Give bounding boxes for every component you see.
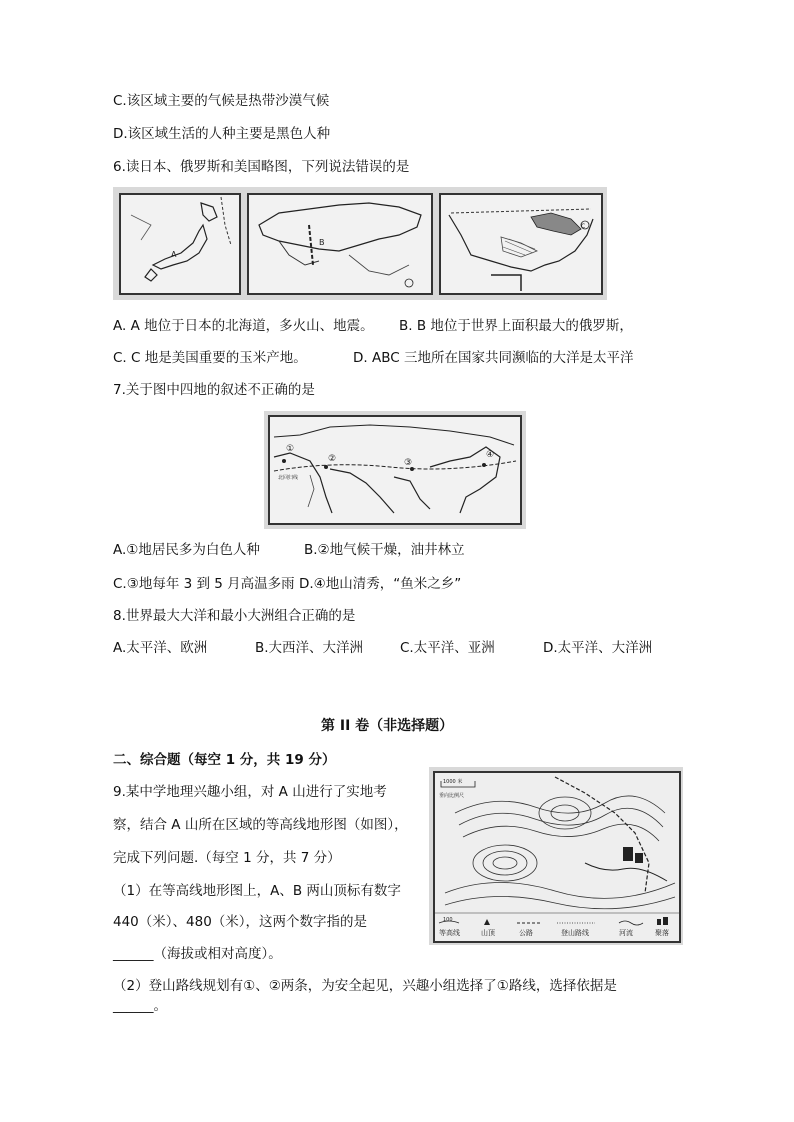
russia-map: [247, 193, 433, 295]
q5-option-d: D.该区域生活的人种主要是黑色人种: [113, 126, 331, 142]
q9-sub2-line1: （2）登山路线规划有①、②两条，为安全起见，兴趣小组选择了①路线，选择依据是: [113, 978, 617, 994]
asia-label-4: ④: [486, 450, 495, 460]
russia-label-b: B: [319, 238, 325, 247]
q5-option-c: C.该区域主要的气候是热带沙漠气候: [113, 93, 330, 109]
q9-sub2-line2: ______。: [113, 998, 167, 1014]
q9-line1: 9.某中学地理兴趣小组，对 A 山进行了实地考: [113, 784, 387, 800]
q9-sub1-line3: ______（海拔或相对高度）。: [113, 946, 282, 962]
q6-option-c: C. C 地是美国重要的玉米产地。: [113, 350, 307, 366]
q9-sub1-line1: （1）在等高线地形图上，A、B 两山顶标有数字: [113, 883, 401, 899]
legend-road: 公路: [519, 929, 533, 937]
usa-map: [439, 193, 603, 295]
q7-map-figure: [264, 411, 526, 529]
japan-map: [119, 193, 241, 295]
usa-label-c: C: [581, 223, 586, 230]
legend-peak: 山顶: [481, 929, 495, 937]
q7-option-b: B.②地气候干燥，油井林立: [304, 542, 465, 558]
map-scale-note: 垂向比例尺: [439, 793, 465, 799]
legend-hiking-route: 登山路线: [561, 929, 589, 937]
q6-option-a: A. A 地位于日本的北海道，多火山、地震。: [113, 318, 374, 334]
asia-label-3: ③: [404, 458, 413, 468]
section-heading: 二、综合题（每空 1 分，共 19 分）: [113, 752, 336, 768]
q8-option-c: C.太平洋、亚洲: [400, 640, 495, 656]
contour-map-figure: [429, 767, 683, 945]
map-scale-label: 1000 米: [443, 779, 463, 785]
contour-map: [433, 771, 681, 943]
q6-option-d: D. ABC 三地所在国家共同濒临的大洋是太平洋: [353, 350, 634, 366]
q7-stem: 7.关于图中四地的叙述不正确的是: [113, 382, 315, 398]
japan-label-a: A: [171, 250, 177, 259]
asia-label-2: ②: [328, 454, 337, 464]
q6-map-figure: [113, 187, 607, 300]
asia-label-1: ①: [286, 444, 295, 454]
section-title: 第 II 卷（非选择题）: [321, 718, 454, 734]
q9-sub1-line2: 440（米）、480（米），这两个数字指的是: [113, 914, 368, 930]
legend-settlement: 聚落: [655, 929, 669, 937]
asia-map: [268, 415, 522, 525]
q8-option-d: D.太平洋、大洋洲: [543, 640, 653, 656]
q9-line3: 完成下列问题.（每空 1 分，共 7 分）: [113, 850, 341, 866]
q9-line2: 察，结合 A 山所在区域的等高线地形图（如图），: [113, 817, 408, 833]
q8-option-b: B.大西洋、大洋洲: [255, 640, 364, 656]
q6-option-b: B. B 地位于世界上面积最大的俄罗斯，: [399, 318, 633, 334]
q8-option-a: A.太平洋、欧洲: [113, 640, 208, 656]
legend-contour: 等高线: [439, 929, 460, 937]
q6-stem: 6.读日本、俄罗斯和美国略图，下列说法错误的是: [113, 159, 410, 175]
q7-option-cd: C.③地每年 3 到 5 月高温多雨 D.④地山清秀，“鱼米之乡”: [113, 576, 462, 592]
contour-value: 100: [443, 917, 453, 923]
q7-option-a: A.①地居民多为白色人种: [113, 542, 260, 558]
tropic-label: 北回归线: [278, 475, 299, 481]
legend-river: 河流: [619, 929, 633, 937]
q8-stem: 8.世界最大大洋和最小大洲组合正确的是: [113, 608, 356, 624]
